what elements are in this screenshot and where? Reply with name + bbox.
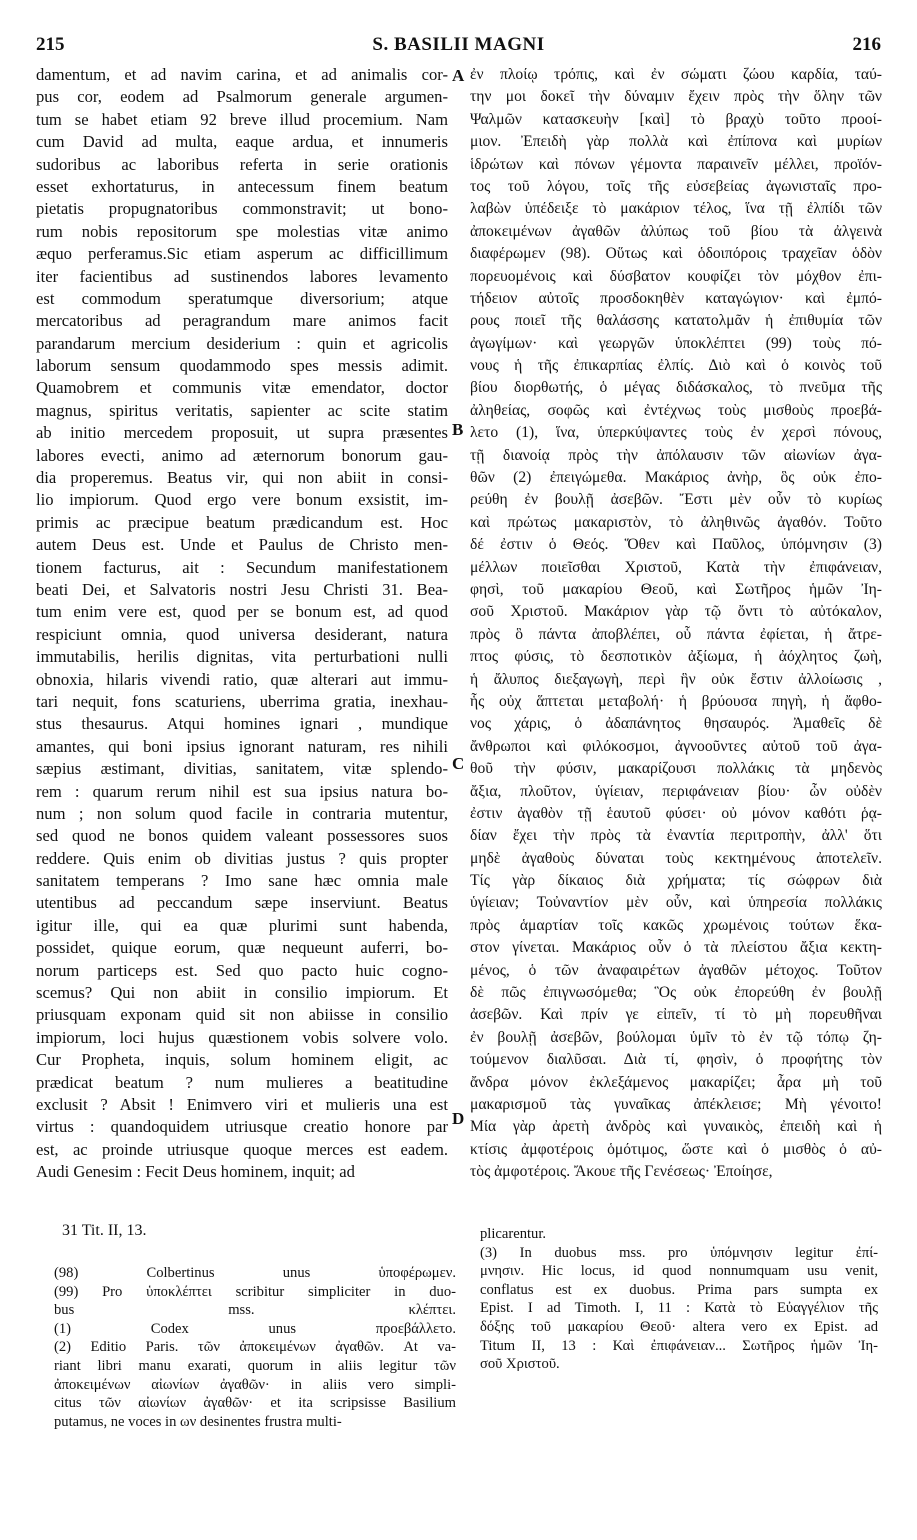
latin-text-line: pietatis propugnatoribus commonstravit; ut bono- — [36, 199, 448, 219]
latin-text-line: primis ac præcipue beatum prædicandum est. Hoc — [36, 512, 448, 532]
greek-text-line: Ψαλμῶν κατασκευὴν [καὶ] τὸ βραχὺ τοῦτο προοί- — [470, 110, 882, 128]
note-line: ἀποκειμένων αἰωνίων ἀγαθῶν· in aliis vero simpli- — [54, 1376, 456, 1393]
latin-text-line: reddere. Quis enim ob divitias justus ? quis propter — [36, 848, 448, 868]
latin-text-line: dia properemus. Beatus vir, qui non abiit in consi- — [36, 468, 448, 488]
latin-text-line: cum David ad multa, eaque ardua, et innumeris — [36, 132, 448, 152]
latin-text-line: Cur Propheta, inquis, solum hominem eligit, ac — [36, 1050, 448, 1070]
note-line: putamus, ne voces in ων desinentes frustra multi- — [54, 1413, 342, 1430]
margin-marker-a: A — [452, 66, 465, 85]
note-line: (2) Editio Paris. τῶν ἀποκειμένων ἀγαθῶν. At va- — [54, 1339, 456, 1356]
latin-text-line: obnoxia, hilaris vivendi ratio, quæ alterari aut immu- — [36, 669, 448, 689]
latin-text-line: rem : quarum rerum nihil est sua ipsius natura bo- — [36, 781, 448, 801]
greek-text-line: ἄνθρωποι καὶ φιλόκοσμοι, ἀγνοοῦντες αὐτοῦ τοῦ ἀγα- — [470, 737, 882, 755]
latin-text-line: igitur ille, qui ea quæ plurimi sunt habenda, — [36, 915, 448, 935]
greek-text-line: πορευομένοις καὶ δύσβατον κουφίζει τὸν μόχθον ἐπι- — [470, 267, 882, 285]
greek-text-line: μένος, ὁ τῶν ἀναφαιρέτων ἀγαθῶν μέτοχος. Τοῦτον — [470, 961, 882, 979]
note-line: Titum II, 13 : Καὶ ἐπιφάνειαν... Σωτῆρος ἡμῶν Ἰη- — [480, 1337, 878, 1354]
note-line: (98) Colbertinus unus ὑποφέρωμεν. — [54, 1265, 456, 1281]
latin-text-line: esset exhortaturus, in antecessum finem beatum — [36, 176, 448, 196]
greek-text-line: πρὸς ὃ πάντα ἀποβλέπει, οὗ πάντα ἐφίεται, ἡ ἄτρε- — [470, 625, 882, 643]
greek-text-line: μιον. Ἐπειδὴ γὰρ πολλὰ καὶ ἐπίπονα καὶ μυρίων — [470, 133, 882, 151]
greek-text-line: νους ἡ τῆς ἐπικαρπίας ἐλπίς. Διὸ καὶ ὁ κοινὸς τοῦ — [470, 357, 882, 375]
latin-text-line: damentum, et ad navim carina, et ad animalis cor- — [36, 65, 448, 84]
latin-text-line: stus thesaurus. Atqui homines ignari , mundique — [36, 714, 448, 734]
margin-marker-d: D — [452, 1109, 465, 1128]
greek-text-line: τος τοῦ λόγου, τοῖς τῆς εὐσεβείας ἀγωνισταῖς προ- — [470, 177, 882, 195]
latin-text-line: est commodum speratumque diversorium; atque — [36, 288, 448, 308]
greek-text-line: πρὸς ἁμαρτίαν τοῖς κακῶς χρωμένοις τούτων ἕκα- — [470, 916, 882, 934]
greek-text-line: Τίς γὰρ δίκαιος διὰ χρήματα; τίς σώφρων διὰ — [470, 872, 882, 890]
note-line: plicarentur. — [480, 1226, 547, 1242]
latin-text-line: respiciunt omnia, quod universa desiderant, natura — [36, 624, 448, 644]
greek-text-line: θοῦ τὴν φύσιν, μακαρίζουσι πολλάκις τὰ μηδενὸς — [470, 760, 882, 778]
greek-text-line: ἐν πλοίῳ τρόπις, καὶ ἐν σώματι ζώου καρδία, ταύ- — [470, 66, 882, 83]
note-line: bus mss. κλέπτει. — [54, 1302, 456, 1319]
greek-text-line: τήδειον αὐτοῖς προσδοκηθὲν καταγώγιον· καὶ ἐμπό- — [470, 289, 882, 307]
latin-text-line: est, ac proinde utriusque quoque merces est eadem. — [36, 1139, 448, 1159]
latin-text-line: Quamobrem et communis vitæ emendator, doctor — [36, 378, 448, 398]
latin-text-line: possidet, quique eorum, quæ nequeunt auferri, bo- — [36, 938, 448, 958]
latin-text-line: virtus : quandoquidem utriusque creatio honore par — [36, 1117, 448, 1137]
latin-text-line: pus cor, eodem ad Psalmorum generale argumen- — [36, 87, 448, 107]
greek-text-line: ἀληθείας, σοφῶς καὶ ἐντέχνως τοὺς μισθοὺς προεβά- — [470, 401, 882, 419]
greek-text-line: δέ ἐστιν ὁ Θεός. Ὅθεν καὶ Παῦλος, ὑπόμνησιν (3) — [470, 536, 882, 554]
latin-text-line: lio impiorum. Quod ergo vere bonum exsistit, im- — [36, 490, 448, 510]
latin-text-line: prædicat beatum ? num mulieres a beatitudine — [36, 1072, 448, 1092]
note-line: (1) Codex unus προεβάλλετο. — [54, 1320, 456, 1337]
greek-text-line: στον γίνεται. Μακάριος οὖν ὁ τὰ πλείστου ἄξια κεκτη- — [470, 939, 882, 957]
latin-text-line: sudoribus ac laboribus referta in serie orationis — [36, 154, 448, 174]
latin-footnote: 31 Tit. II, 13. — [62, 1222, 147, 1239]
latin-text-line: tari nequit, fons scaturiens, uberrima gratia, inexhau- — [36, 691, 448, 711]
greek-text-line: ἀγωγίμων· καὶ γεωργῶν ὑποκλέπτει (99) τοὺς πό- — [470, 334, 882, 352]
greek-text-line: ἡ ἄλυπος διεξαγωγὴ, περὶ ἣν οὐκ ἔστιν ἀλλοίωσις , — [470, 670, 882, 688]
greek-text-line: Μία γὰρ ἀρετὴ ἀνδρὸς καὶ γυναικὸς, ἐπειδὴ καὶ ἡ — [470, 1118, 882, 1136]
note-line: δόξης τοῦ μακαρίου Θεοῦ· altera vero ex Epist. ad — [480, 1318, 878, 1335]
latin-text-line: autem Deus est. Unde et Paulus de Christo men- — [36, 535, 448, 555]
greek-text-line: τῇ διανοίᾳ πρὸς τὴν ἀπόλαυσιν τῶν αἰωνίων ἀγα- — [470, 446, 882, 464]
latin-text-line: laborum sensum quodammodo spes messis adimit. — [36, 356, 448, 376]
greek-text-line: ἄνδρα μόνον ἐκλεξάμενος μακαρίζει; ἆρα μὴ τοῦ — [470, 1073, 882, 1091]
greek-text-line: πτος φύσις, τὸ δεσποτικὸν ἀξίωμα, ἡ ἀόχλητος ζωὴ, — [470, 648, 882, 666]
greek-text-line: μακαρισμοῦ τὰς γυναῖκας ἀπέκλεισε; Μὴ γένοιτο! — [470, 1095, 882, 1113]
note-line: riant libri manu exarati, quorum in aliis legitur τῶν — [54, 1357, 456, 1374]
greek-text-line: δίαν ἔχει τὴν πρὸς τὰ ἐναντία περιτροπὴν, ἀλλ' ὅτι — [470, 827, 882, 845]
latin-text-line: æquo perferamus.Sic etiam asperum ac difficillimum — [36, 244, 448, 264]
greek-text-line: μηδὲ ἀγαθοὺς δύναται τοὺς κεκτημένους ἀποτελεῖν. — [470, 849, 882, 867]
greek-text-line: ρεύθη ἐν βουλῇ ἀσεβῶν. Ἔστι μὲν οὖν τὸ κυρίως — [470, 491, 882, 509]
greek-text-line: ὑγίειαν; Τοὐναντίον μὲν οὖν, καὶ ὑπηρεσία πολλάκις — [470, 894, 882, 912]
margin-marker-b: B — [452, 420, 464, 439]
critical-notes-left — [54, 1264, 456, 1431]
greek-text-line: μέλλων ποιεῖσθαι Χριστοῦ, Κατὰ τὴν ἐπιφάνειαν, — [470, 558, 882, 576]
note-line: σοῦ Χριστοῦ. — [480, 1356, 560, 1373]
note-line: conflatus est ex duobus. Prima pars sumpta ex — [480, 1281, 878, 1298]
greek-text-line: ἧς οὐχ ἅπτεται μεταβολή· ἡ βρύουσα πηγὴ, ἡ ἄφθο- — [470, 692, 882, 710]
greek-text-line: ἄξια, πλοῦτον, ὑγίειαν, περιφάνειαν βίου· ὧν οὐδὲν — [470, 782, 882, 800]
greek-text-line: φησὶ, τοῦ μακαρίου Θεοῦ, καὶ Σωτῆρος ἡμῶν Ἰη- — [470, 580, 882, 598]
latin-text-line: sæpius æstimant, divitias, sanitatem, vitæ splendo- — [36, 759, 448, 779]
latin-text-line: tum enim vere est, quod per se bonum est, ad quod — [36, 602, 448, 622]
latin-text-line: beati Dei, et Salvatoris nostri Jesu Christi 31. Bea- — [36, 579, 448, 599]
greek-text-line: ἀσεβῶν. Καὶ πρίν γε εἰπεῖν, τί τὸ μὴ πορευθῆναι — [470, 1006, 882, 1024]
latin-text-line: num ; non solum quod facile in contraria mutentur, — [36, 803, 448, 823]
greek-text-line: βίου διορθωτής, ὁ μέγας διδάσκαλος, τὸ πνεῦμα τῆς — [470, 379, 882, 397]
latin-text-line: sanitatem temperans ? Imo sane hæc omnia male — [36, 871, 448, 891]
note-line: citus τῶν αἰωνίων ἀγαθῶν· et ita scripsisse Basilium — [54, 1395, 456, 1412]
greek-text-line: τὸς ἀμφοτέροις. Ἄκουε τῆς Γενέσεως· Ἐποίησε, — [470, 1163, 773, 1181]
note-line: (3) In duobus mss. pro ὑπόμνησιν legitur ἐπί- — [480, 1244, 878, 1261]
greek-text-line: ἀποκειμένων ἀγαθῶν ἀλύπως τοῦ βίου τὰ ἀλγεινὰ — [470, 222, 882, 240]
greek-text-line: ἐν βουλῇ ἀσεβῶν, βούλομαι ὑμῖν τὸ ἐν τῷ τόπῳ ζη- — [470, 1028, 882, 1046]
latin-text-line: parandarum mercium desiderium : quin et agricolis — [36, 333, 448, 353]
latin-text-line: impiorum, loci hujus quæstionem vobis solvere volo. — [36, 1027, 448, 1047]
latin-text-line: priusquam exponam quid sit non abiisse in consilio — [36, 1005, 448, 1025]
greek-column — [470, 64, 882, 1184]
page-header — [36, 34, 881, 58]
latin-text-line: tum se habet etiam 92 breve illud procemium. Nam — [36, 109, 448, 129]
latin-text-line: Audi Genesim : Fecit Deus hominem, inquit; ad — [36, 1162, 355, 1182]
latin-text-line: labores evecti, animo ad æternorum bonorum gau- — [36, 445, 448, 465]
greek-text-line: νος χάρις, ὁ ἀδαπάνητος θησαυρός. Ἀμαθεῖς δὲ — [470, 715, 882, 733]
greek-text-line: τούμενον διαλῦσαι. Διὰ τί, φησὶν, ὁ προφήτης τὸν — [470, 1051, 882, 1069]
greek-text-line: κτίσις ἀμφοτέροις ὁμότιμος, ὥστε καὶ ὁ μισθὸς ὁ αὐ- — [470, 1140, 882, 1158]
latin-text-line: ab initio mercedem proposuit, ut supra præsentes — [36, 423, 448, 443]
running-title: S. BASILII MAGNI — [372, 34, 545, 55]
greek-text-line: ἐστιν ἀγαθὸν τῇ ἑαυτοῦ φύσει· οὐ μόνον καθότι ῥᾳ- — [470, 804, 882, 822]
greek-text-line: δὲ πῶς ἐπιγνωσόμεθα; Ὃς οὐκ ἐπορεύθη ἐν βουλῇ — [470, 984, 882, 1002]
latin-text-line: scemus? Qui non abiit in consilio impiorum. Et — [36, 983, 448, 1003]
latin-text-line: magnus, spiritus veritatis, sapienter ac scite statim — [36, 400, 448, 420]
latin-text-line: tionem facturus, ait : Secundum manifestationem — [36, 557, 448, 577]
latin-text-line: utentibus ad peccandum sæpe inserviunt. Beatus — [36, 893, 448, 913]
latin-column — [36, 64, 448, 1184]
greek-text-line: την μοι δοκεῖ τὴν δύναμιν ἔχειν πρὸς τὴν ὅλην τῶν — [470, 88, 882, 106]
latin-text-line: exclusit ? Absit ! Enimvero viri et mulieris una est — [36, 1094, 448, 1114]
greek-text-line: λετο (1), ἵνα, ὑπερκύψαντες τοὺς ἐν χερσὶ πόνους, — [470, 424, 882, 442]
note-line: μνησιν. Hic locus, id quod nonnumquam usu venit, — [480, 1263, 878, 1280]
page-number-left: 215 — [36, 34, 65, 55]
critical-notes-right — [480, 1225, 878, 1374]
greek-text-line: σοῦ Χριστοῦ. Μακάριον γὰρ τῷ ὄντι τὸ αὐτόκαλον, — [470, 603, 882, 621]
latin-text-line: immutabilis, herilis dignitas, vita perturbationi nulli — [36, 647, 448, 667]
latin-text-line: amantes, qui boni ipsius ignorant naturam, res nihili — [36, 736, 448, 756]
latin-text-line: iter facientibus ad sustinendos labores levamento — [36, 266, 448, 286]
greek-text-line: λαβὼν ὑπέδειξε τὸ μακάριον τέλος, ἵνα τῇ ἐλπίδι τῶν — [470, 200, 882, 218]
latin-text-line: mercatoribus ad peragrandum mare animos facit — [36, 311, 448, 331]
greek-text-line: διαφέρωμεν (98). Οὕτως καὶ ὁδοιπόροις τραχεῖαν ὁδὸν — [470, 245, 882, 263]
greek-text-line: καὶ πρώτως μακαριστὸν, τὸ ἀληθινῶς ἀγαθόν. Τοῦτο — [470, 513, 882, 531]
margin-marker-c: C — [452, 754, 465, 773]
greek-text-line: ρους ποιεῖ τῆς θαλάσσης κατατολμᾶν ἡ ἐπιθυμία τῶν — [470, 312, 882, 330]
page-number-right: 216 — [852, 34, 881, 55]
note-line: Epist. I ad Timoth. I, 11 : Κατὰ τὸ Εὐαγγέλιον τῆς — [480, 1300, 878, 1317]
note-line: (99) Pro ὑποκλέπτει scribitur simpliciter in duo- — [54, 1283, 456, 1300]
greek-text-line: ἱδρώτων καὶ πόνων γέμοντα παραινεῖν μέλλει, προϊόν- — [470, 155, 882, 173]
latin-text-line: rum nobis repositorum spe molestias vitæ animo — [36, 221, 448, 241]
latin-text-line: norum particeps est. Sed quo pacto huic cogno- — [36, 960, 448, 980]
latin-text-line: sed quod ne bonos quidem valeant possessores suos — [36, 826, 448, 846]
greek-text-line: θῶν (2) ἐπειγώμεθα. Μακάριος ἀνὴρ, ὃς οὐκ ἐπο- — [470, 469, 882, 487]
